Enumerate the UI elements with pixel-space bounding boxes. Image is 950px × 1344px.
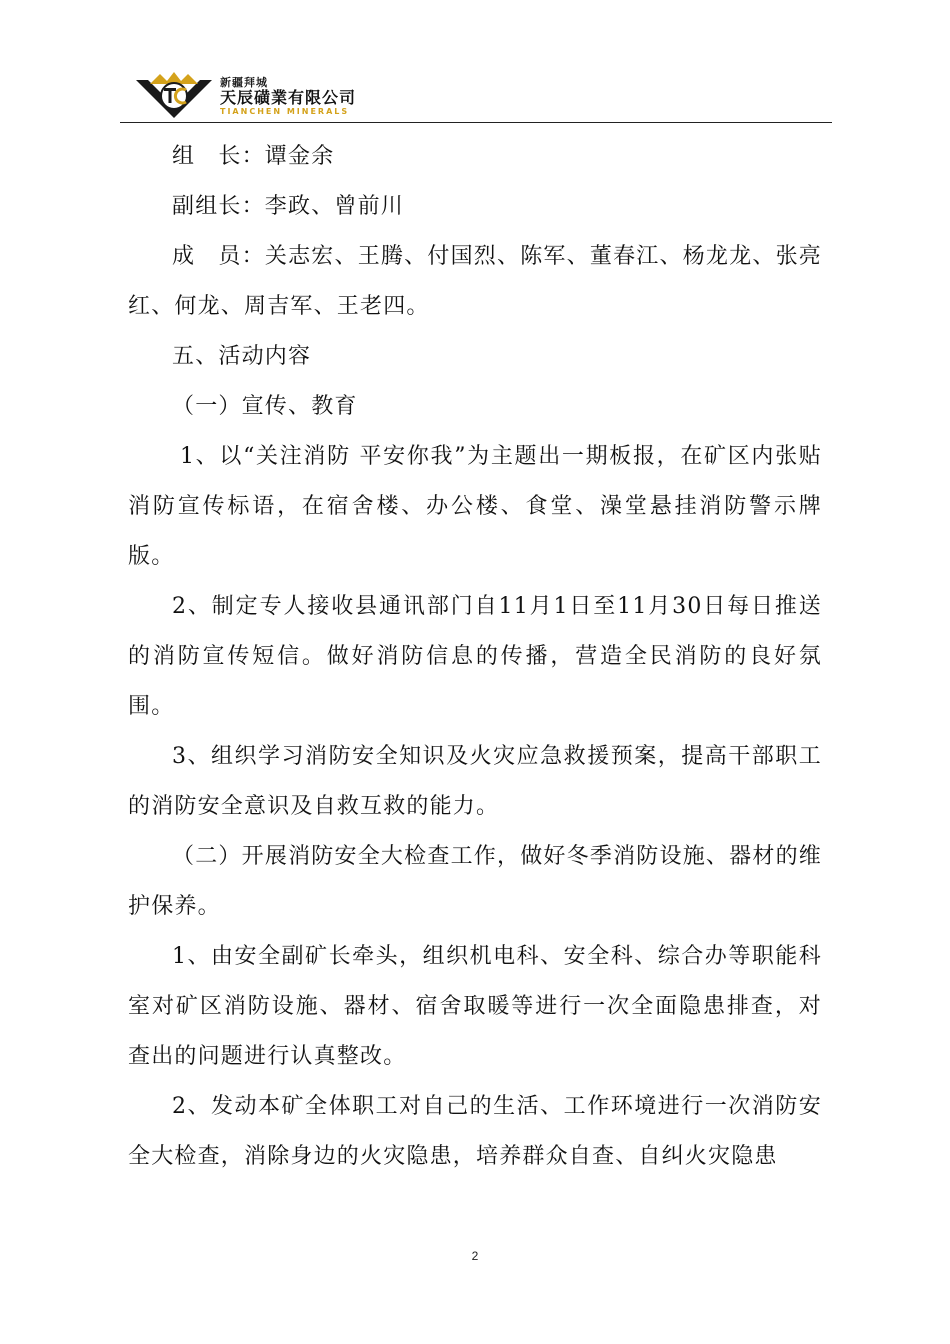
document-body [128,132,822,1182]
paragraph-group-leader: 组 长：谭金余 [172,144,335,169]
paragraph-item: 3、组织学习消防安全知识及火灾应急救援预案，提高干部职工的消防安全意识及自救互救的能力。 [128,744,822,819]
paragraph-deputy-leader: 副组长：李政、曾前川 [172,194,405,219]
paragraph-item: 2、发动本矿全体职工对自己的生活、工作环境进行一次消防安全大检查，消除身边的火灾隐患，培养群众自查、自纠火灾隐患 [128,1094,822,1169]
page-header [120,68,832,124]
logo-company-name: 天辰磺業有限公司 [220,88,357,107]
page-number: 2 [471,1249,479,1263]
header-divider [120,122,832,123]
paragraph-members: 成 员：关志宏、王腾、付国烈、陈军、董春江、杨龙龙、张亮红、何龙、周吉军、王老四。 [128,244,822,319]
subsection-heading-inspection: （二）开展消防安全大检查工作，做好冬季消防设施、器材的维护保养。 [128,844,822,919]
logo-english-name: TIANCHEN MINERALS [220,107,350,116]
subsection-heading-publicity: （一）宣传、教育 [172,394,358,419]
company-logo-icon [134,70,214,120]
paragraph-item: 1、以“关注消防 平安你我”为主题出一期板报，在矿区内张贴消防宣传标语，在宿舍楼、办公楼、食堂、澡堂悬挂消防警示牌版。 [128,444,822,569]
paragraph-item: 2、制定专人接收县通讯部门自11月1日至11月30日每日推送的消防宣传短信。做好消防信息的传播，营造全民消防的良好氛围。 [128,594,822,719]
paragraph-item: 1、由安全副矿长牵头，组织机电科、安全科、综合办等职能科室对矿区消防设施、器材、宿舍取暖等进行一次全面隐患排查，对查出的问题进行认真整改。 [128,944,822,1069]
company-logo-text [220,76,356,116]
section-heading-activities: 五、活动内容 [172,344,312,369]
logo-region: 新疆拜城 [220,76,268,89]
